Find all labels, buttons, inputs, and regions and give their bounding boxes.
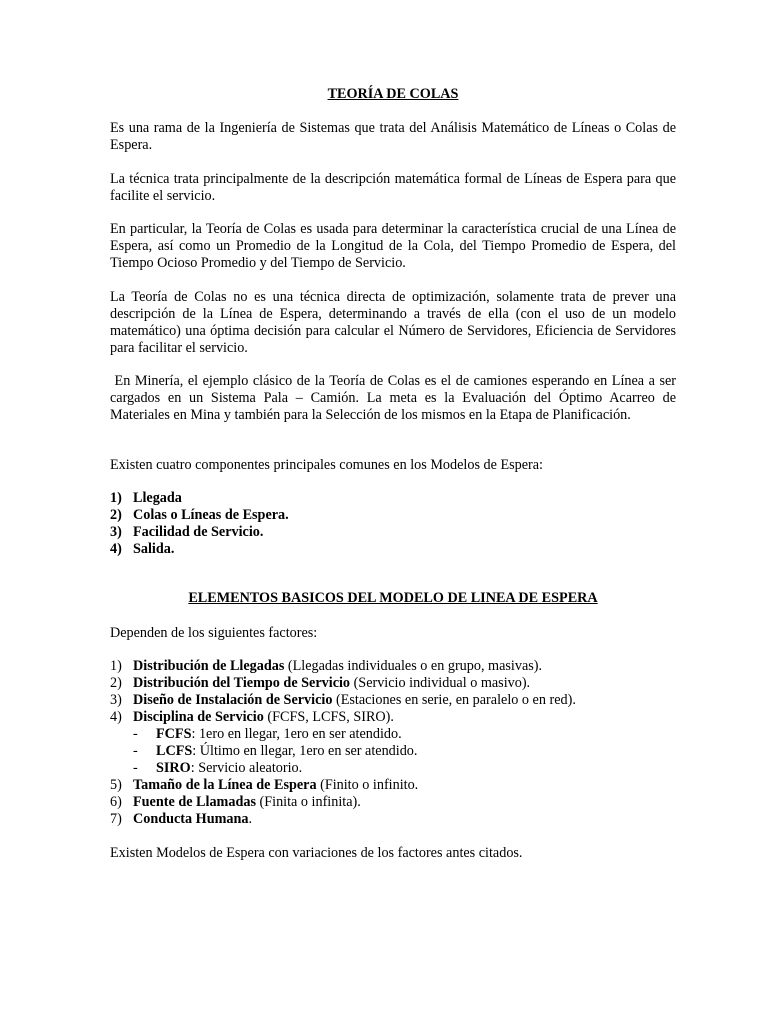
sub-list-item-text	[156, 726, 402, 743]
sub-list-item	[0, 726, 768, 743]
list-item-number: 7)	[110, 811, 122, 827]
list-item-number: 5)	[110, 777, 122, 793]
list-item-number: 1)	[110, 490, 122, 506]
list-item-number: 4)	[110, 541, 122, 557]
list-item	[0, 709, 768, 726]
list-item-term: Diseño de Instalación de Servicio	[133, 692, 333, 708]
list-item-number: 2)	[110, 507, 122, 523]
dash-bullet: -	[133, 743, 138, 759]
list-item	[0, 794, 768, 811]
discipline-detail: : Servicio aleatorio.	[190, 760, 303, 776]
list-item-term: Conducta Humana	[133, 811, 249, 827]
list-item-number: 6)	[110, 794, 122, 810]
list-item-detail: (Llegadas individuales o en grupo, masivas).	[284, 658, 543, 674]
list-item-term: Distribución de Llegadas	[133, 658, 285, 674]
list-item-text: Salida.	[133, 541, 175, 557]
list-item-term: Distribución del Tiempo de Servicio	[133, 675, 351, 691]
paragraph-mining: En Minería, el ejemplo clásico de la Teoría de Colas es el de camiones esperando en Línea a ser cargados en un Sistema Pala – Camión. La meta es la Evaluación del Óptimo Acarreo de Materiales en Mina y también para la Selección de los mismos en la Etapa de Planificación.	[110, 373, 680, 423]
discipline-detail: : 1ero en llegar, 1ero en ser atendido.	[191, 726, 402, 742]
list-item-detail: (Finita o infinita).	[255, 794, 361, 810]
discipline-detail: : Último en llegar, 1ero en ser atendido.	[192, 743, 418, 759]
discipline-term: SIRO	[156, 760, 191, 776]
paragraph-definition: Es una rama de la Ingeniería de Sistemas que trata del Análisis Matemático de Líneas o Colas de Espera.	[110, 120, 676, 153]
dash-bullet: -	[133, 760, 138, 776]
components-intro: Existen cuatro componentes principales comunes en los Modelos de Espera:	[110, 457, 543, 473]
list-item-number: 1)	[110, 658, 122, 674]
closing-sentence: Existen Modelos de Espera con variaciones de los factores antes citados.	[110, 845, 523, 861]
list-item-text: Llegada	[133, 490, 182, 506]
list-item-number: 3)	[110, 524, 122, 540]
list-item-term: Tamaño de la Línea de Espera	[133, 777, 317, 793]
list-item-detail: (FCFS, LCFS, SIRO).	[263, 709, 394, 725]
list-item	[0, 490, 768, 507]
list-item-text	[133, 811, 252, 828]
list-item-text	[133, 794, 361, 811]
sub-list-item-text	[156, 743, 417, 760]
sub-list-item	[0, 743, 768, 760]
section-title: ELEMENTOS BASICOS DEL MODELO DE LINEA DE ESPERA	[188, 590, 598, 606]
sub-list-item	[0, 760, 768, 777]
sub-list-item-text	[156, 760, 302, 777]
list-item	[0, 811, 768, 828]
list-item	[0, 541, 768, 558]
dash-bullet: -	[133, 726, 138, 742]
list-item-detail: (Servicio individual o masivo).	[350, 675, 531, 691]
list-item-number: 2)	[110, 675, 122, 691]
paragraph-particular: En particular, la Teoría de Colas es usada para determinar la característica crucial de una Línea de Espera, así como un Promedio de la Longitud de la Cola, del Tiempo Promedio de Espera, del Tiempo Ocioso Promedio y del Tiempo de Servicio.	[110, 221, 676, 271]
list-item	[0, 658, 768, 675]
paragraph-optimization: La Teoría de Colas no es una técnica directa de optimización, solamente trata de prever una descripción de la Línea de Espera, determinando a través de ella (con el uso de un modelo matemático) una óptima decisión para calcular el Número de Servidores, Eficiencia de Servidores para facilitar el servicio.	[110, 289, 676, 356]
list-item-text: Facilidad de Servicio.	[133, 524, 264, 540]
factors-intro: Dependen de los siguientes factores:	[110, 625, 318, 641]
list-item-text: Colas o Líneas de Espera.	[133, 507, 289, 523]
list-item-number: 4)	[110, 709, 122, 725]
list-item-text	[133, 675, 530, 692]
list-item-term: Fuente de Llamadas	[133, 794, 256, 810]
discipline-term: FCFS	[156, 726, 192, 742]
list-item	[0, 675, 768, 692]
list-item-text	[133, 777, 418, 794]
discipline-term: LCFS	[156, 743, 193, 759]
list-item	[0, 524, 768, 541]
list-item-text	[133, 692, 576, 709]
list-item	[0, 507, 768, 524]
list-item-detail: (Finito o infinito.	[316, 777, 419, 793]
list-item	[0, 777, 768, 794]
list-item	[0, 692, 768, 709]
list-item-term: Disciplina de Servicio	[133, 709, 264, 725]
page-title: TEORÍA DE COLAS	[327, 86, 459, 102]
list-item-number: 3)	[110, 692, 122, 708]
paragraph-technique: La técnica trata principalmente de la descripción matemática formal de Líneas de Espera para que facilite el servicio.	[110, 171, 676, 204]
list-item-text	[133, 658, 542, 675]
list-item-detail: (Estaciones en serie, en paralelo o en red).	[332, 692, 576, 708]
list-item-text	[133, 709, 394, 726]
list-item-detail: .	[248, 811, 253, 827]
